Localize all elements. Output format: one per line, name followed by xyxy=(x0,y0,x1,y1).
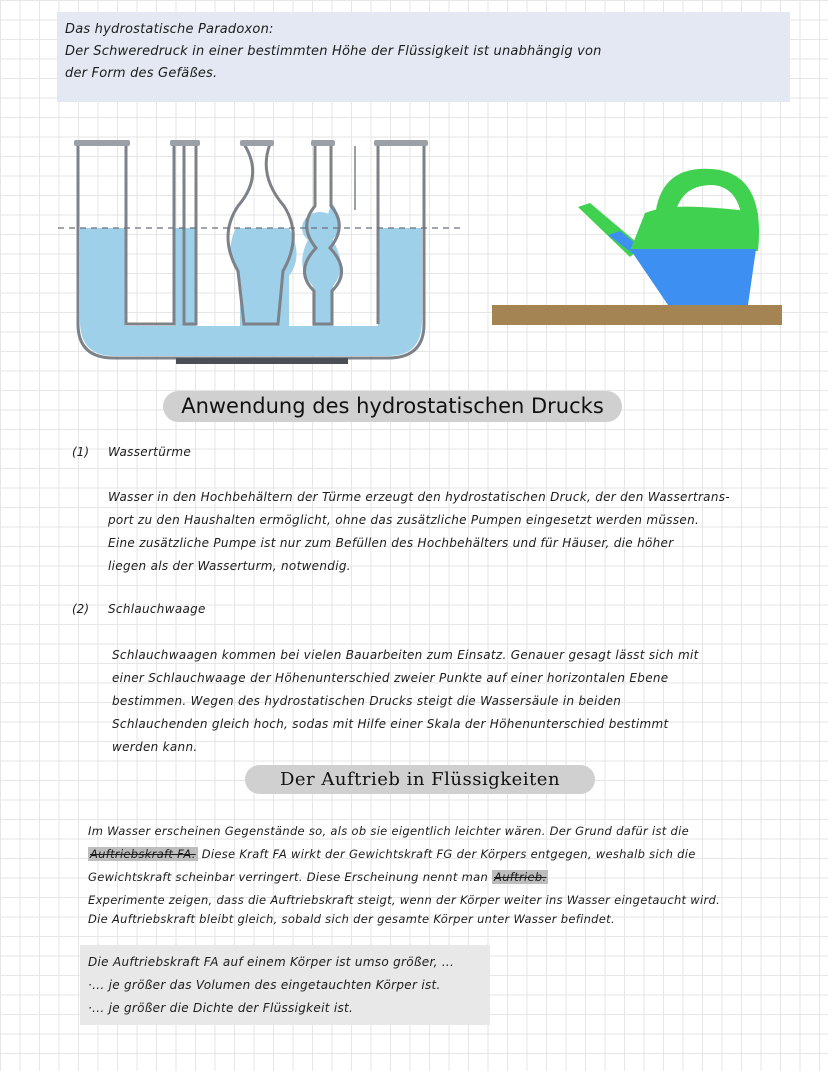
water-vessel-2 xyxy=(184,228,196,326)
summary-bullet-2: ·... je größer die Dichte der Flüssigkeit ist. xyxy=(88,1001,354,1015)
item1-title: Wassertürme xyxy=(108,445,191,459)
communicating-vessels-illustration xyxy=(58,136,468,368)
watering-can-body-top xyxy=(630,207,758,251)
section2-line-3-text: Gewichtskraft scheinbar verringert. Diese Erscheinung nennt man xyxy=(88,870,493,884)
item2-line-3: bestimmen. Wegen des hydrostatischen Drucks steigt die Wassersäule in beiden xyxy=(112,694,622,708)
shelf xyxy=(492,305,782,325)
item2-title: Schlauchwaage xyxy=(108,602,206,616)
item1-line-1: Wasser in den Hochbehältern der Türme erzeugt den hydrostatischen Druck, der den Wassertrans- xyxy=(108,490,730,504)
item1-number: (1) xyxy=(72,445,89,459)
glass-rims xyxy=(74,140,428,146)
watering-can-illustration xyxy=(490,165,790,325)
vessel-base xyxy=(176,358,348,364)
section2-line-5: Die Auftriebskraft bleibt gleich, sobald sich der gesamte Körper unter Wasser befindet. xyxy=(88,912,615,926)
intro-box xyxy=(57,12,790,102)
buoyancy-highlight: Auftrieb. xyxy=(494,870,547,884)
marker-stick xyxy=(354,146,356,210)
item1-line-2: port zu den Haushalten ermöglicht, ohne das zusätzliche Pumpen eingesetzt werden müssen. xyxy=(108,513,700,527)
section1-heading: Anwendung des hydrostatischen Drucks xyxy=(163,391,622,422)
watering-can-body-water xyxy=(630,249,756,305)
item2-line-1: Schlauchwaagen kommen bei vielen Bauarbeiten zum Einsatz. Genauer gesagt lässt sich mit xyxy=(112,648,699,662)
item2-line-2: einer Schlauchwaage der Höhenunterschied zweier Punkte auf einer horizontalen Ebene xyxy=(112,671,669,685)
buoyancy-force-highlight: Auftriebskraft FA. xyxy=(90,847,196,861)
summary-intro: Die Auftriebskraft FA auf einem Körper ist umso größer, ... xyxy=(88,955,455,969)
section2-heading: Der Auftrieb in Flüssigkeiten xyxy=(245,765,595,794)
section2-line-1: Im Wasser erscheinen Gegenstände so, als ob sie eigentlich leichter wären. Der Grund dafür ist die xyxy=(88,824,689,838)
intro-line-2: der Form des Gefäßes. xyxy=(65,66,218,81)
item1-line-4: liegen als der Wasserturm, notwendig. xyxy=(108,559,351,573)
item2-line-5: werden kann. xyxy=(112,740,198,754)
summary-bullet-1: ·... je größer das Volumen des eingetauchten Körper ist. xyxy=(88,978,441,992)
intro-line-1: Der Schweredruck in einer bestimmten Höhe der Flüssigkeit ist unabhängig von xyxy=(65,44,602,59)
section2-line-3 xyxy=(88,870,548,884)
item2-line-4: Schlauchenden gleich hoch, sodas mit Hilfe einer Skala der Höhenunterschied bestimmt xyxy=(112,717,669,731)
intro-title: Das hydrostatische Paradoxon: xyxy=(65,22,274,37)
summary-box xyxy=(80,945,490,1025)
section2-line-2 xyxy=(88,847,696,861)
item2-number: (2) xyxy=(72,602,89,616)
item1-line-3: Eine zusätzliche Pumpe ist nur zum Befüllen des Hochbehälters und für Häuser, die höher xyxy=(108,536,674,550)
section2-line-4: Experimente zeigen, dass die Auftriebskraft steigt, wenn der Körper weiter ins Wasser eingetaucht wird. xyxy=(88,893,721,907)
section2-line-2-rest: Diese Kraft FA wirkt der Gewichtskraft FG der Körpers entgegen, weshalb sich die xyxy=(197,847,696,861)
